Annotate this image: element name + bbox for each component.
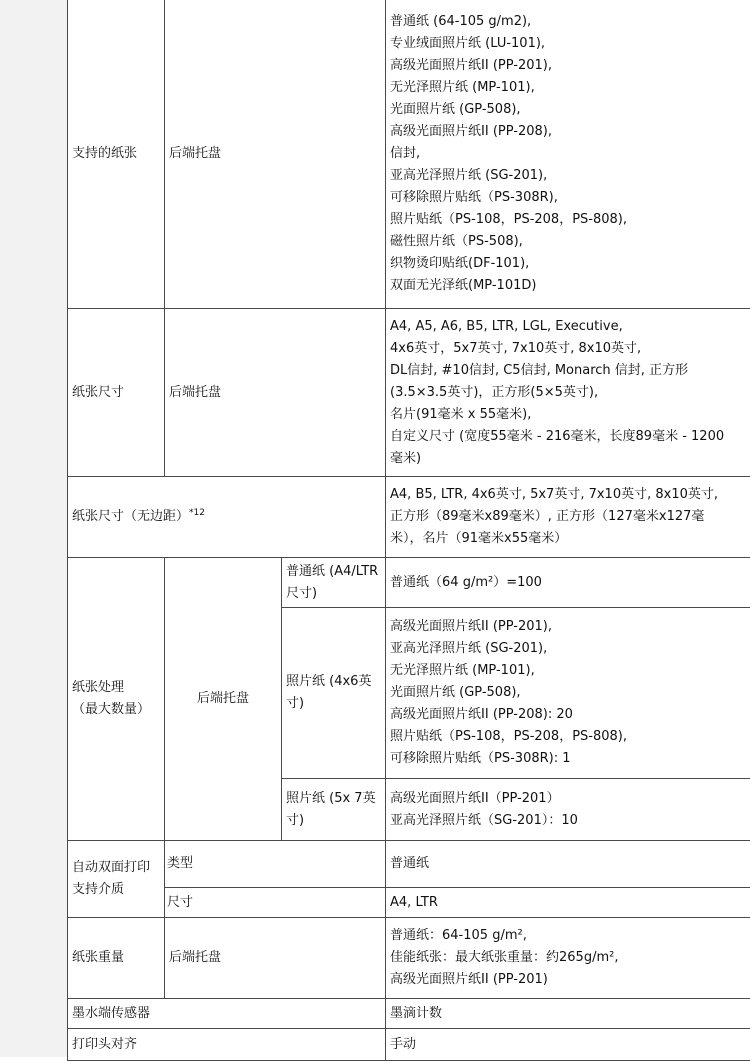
list-item: 双面无光泽纸(MP-101D): [390, 275, 747, 297]
ink-sensor-value: 墨滴计数: [386, 999, 750, 1029]
paper-type-label: 照片纸 (5x 7英: [286, 788, 381, 810]
paper-handling-sublabel: （最大数量）: [72, 699, 160, 721]
list-item: 照片贴纸（PS-108，PS-208，PS-808),: [390, 209, 747, 231]
borderless-label: 纸张尺寸（无边距）: [72, 509, 189, 524]
list-item: 米），名片（91毫米x55毫米）: [390, 528, 747, 550]
paper-type-label: 寸): [286, 810, 381, 832]
list-item: 光面照片纸 (GP-508),: [390, 682, 747, 704]
paper-type-label: 普通纸 (A4/LTR: [286, 561, 381, 583]
row-label: 纸张尺寸: [68, 309, 165, 477]
duplex-sublabel: 支持介质: [72, 879, 160, 901]
list-item: 普通纸 (64-105 g/m2),: [390, 11, 747, 33]
table-row: [68, 999, 750, 1029]
table-row: [68, 477, 750, 558]
list-item: 高级光面照片纸II（PP-201）: [390, 788, 747, 810]
list-item: 亚高光泽照片纸 (SG-201),: [390, 638, 747, 660]
paper-type-label: 照片纸 (4x6英: [286, 671, 381, 693]
list-item: 无光泽照片纸 (MP-101),: [390, 660, 747, 682]
row-label: 纸张重量: [68, 918, 165, 999]
table-row: [68, 918, 750, 999]
list-item: 普通纸（64 g/m²）=100: [390, 572, 747, 594]
list-item: 毫米): [390, 448, 747, 470]
table-row: [68, 1029, 750, 1061]
supported-paper-values: [386, 0, 750, 309]
list-item: 照片贴纸（PS-108，PS-208，PS-808),: [390, 726, 747, 748]
paper-type-cell: [282, 779, 386, 841]
duplex-size-value: A4, LTR: [386, 888, 750, 918]
list-item: 自定义尺寸 (宽度55毫米 - 216毫米，长度89毫米 - 1200: [390, 426, 747, 448]
list-item: 专业绒面照片纸 (LU-101),: [390, 33, 747, 55]
paper-weight-values: [386, 918, 750, 999]
row-label: 支持的纸张: [68, 0, 165, 309]
table-row: [68, 888, 750, 918]
table-row: [68, 0, 750, 309]
paper-type-label: 寸): [286, 693, 381, 715]
list-item: 无光泽照片纸 (MP-101),: [390, 77, 747, 99]
list-item: 亚高光泽照片纸（SG-201）：10: [390, 810, 747, 832]
list-item: 高级光面照片纸II (PP-208),: [390, 121, 747, 143]
row-label: [68, 558, 165, 841]
borderless-size-values: [386, 477, 750, 558]
list-item: 可移除照片贴纸（PS-308R),: [390, 187, 747, 209]
paper-type-label: 尺寸): [286, 583, 381, 605]
capacity-values: [386, 558, 750, 608]
row-label: [68, 841, 165, 918]
paper-type-cell: [282, 558, 386, 608]
capacity-values: [386, 608, 750, 779]
list-item: 高级光面照片纸II (PP-201),: [390, 55, 747, 77]
duplex-type-value: 普通纸: [386, 841, 750, 888]
left-gutter: [0, 0, 68, 1057]
row-source: 后端托盘: [165, 309, 386, 477]
list-item: 亚高光泽照片纸 (SG-201),: [390, 165, 747, 187]
paper-handling-label: 纸张处理: [72, 677, 160, 699]
list-item: 普通纸：64-105 g/m²,: [390, 925, 747, 947]
footnote-marker: *12: [189, 508, 205, 518]
list-item: 织物烫印贴纸(DF-101),: [390, 253, 747, 275]
row-label: [68, 477, 386, 558]
head-alignment-value: 手动: [386, 1029, 750, 1061]
list-item: 正方形（89毫米x89毫米）, 正方形（127毫米x127毫: [390, 506, 747, 528]
spec-table: [67, 0, 750, 1061]
list-item: 磁性照片纸（PS-508),: [390, 231, 747, 253]
table-row: [68, 558, 750, 608]
paper-size-values: [386, 309, 750, 477]
list-item: 光面照片纸 (GP-508),: [390, 99, 747, 121]
list-item: 高级光面照片纸II (PP-208): 20: [390, 704, 747, 726]
list-item: 名片(91毫米 x 55毫米),: [390, 404, 747, 426]
duplex-size-label: 尺寸: [165, 888, 386, 918]
list-item: 信封,: [390, 143, 747, 165]
row-source: 后端托盘: [165, 0, 386, 309]
row-label: 墨水端传感器: [68, 999, 386, 1029]
paper-type-cell: [282, 608, 386, 779]
duplex-type-label: 类型: [165, 841, 386, 888]
row-source: 后端托盘: [165, 918, 386, 999]
row-source: 后端托盘: [165, 558, 282, 841]
table-row: [68, 309, 750, 477]
table-row: [68, 841, 750, 888]
list-item: A4, B5, LTR, 4x6英寸, 5x7英寸, 7x10英寸, 8x10英寸,: [390, 484, 747, 506]
list-item: 可移除照片贴纸（PS-308R): 1: [390, 748, 747, 770]
capacity-values: [386, 779, 750, 841]
duplex-label: 自动双面打印: [72, 857, 160, 879]
list-item: (3.5×3.5英寸)，正方形(5×5英寸),: [390, 382, 747, 404]
list-item: A4, A5, A6, B5, LTR, LGL, Executive,: [390, 316, 747, 338]
list-item: 高级光面照片纸II (PP-201),: [390, 616, 747, 638]
list-item: 4x6英寸，5x7英寸, 7x10英寸, 8x10英寸,: [390, 338, 747, 360]
row-label: 打印头对齐: [68, 1029, 386, 1061]
list-item: DL信封, #10信封, C5信封, Monarch 信封, 正方形: [390, 360, 747, 382]
list-item: 高级光面照片纸II (PP-201): [390, 969, 747, 991]
list-item: 佳能纸张：最大纸张重量：约265g/m²,: [390, 947, 747, 969]
